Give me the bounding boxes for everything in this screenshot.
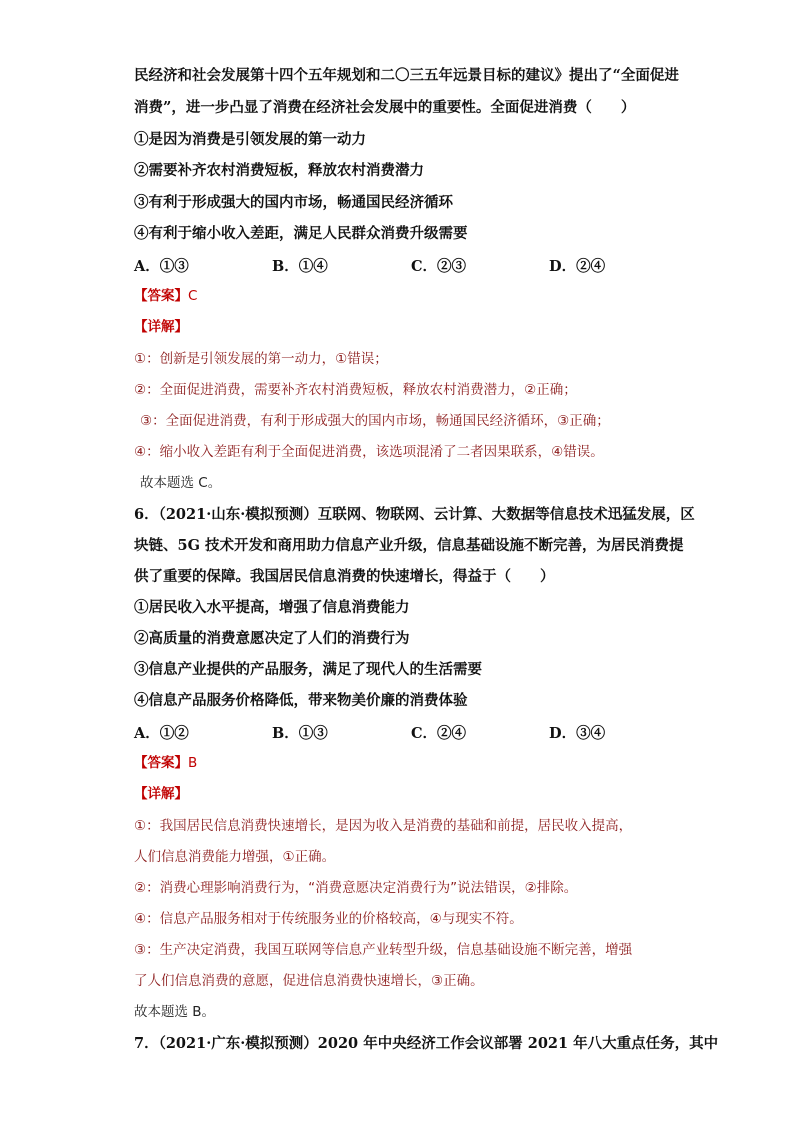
q5-detail-4: ④：缩小收入差距有利于全面促进消费，该选项混淆了二者因果联系，④错误。 <box>134 444 604 460</box>
q5-detail-1: ①：创新是引领发展的第一动力，①错误； <box>134 351 388 367</box>
q5-detail-row <box>134 317 188 337</box>
q5-stem-line-1: 民经济和社会发展第十四个五年规划和二〇三五年远景目标的建议》提出了“全面促进 <box>134 67 679 84</box>
q6-choice-c: C．②④ <box>411 725 467 742</box>
q6-option-1: ①居民收入水平提高，增强了信息消费能力 <box>134 599 410 616</box>
q6-detail-5: ③：生产决定消费，我国互联网等信息产业转型升级，信息基础设施不断完善，增强 <box>134 942 633 958</box>
q6-choice-a: A．①② <box>134 725 189 742</box>
q5-stem-line-2: 消费”，进一步凸显了消费在经济社会发展中的重要性。全面促进消费（ ） <box>134 99 636 116</box>
q6-stem-line-2: 块链、5G 技术开发和商用助力信息产业升级，信息基础设施不断完善，为居民消费提 <box>134 537 684 554</box>
q5-answer-row <box>134 286 197 306</box>
q6-detail-3: ②：消费心理影响消费行为，“消费意愿决定消费行为”说法错误，②排除。 <box>134 880 578 896</box>
q5-choice-b: B．①④ <box>272 258 328 275</box>
q5-choice-a: A．①③ <box>134 258 189 275</box>
q5-conclusion: 故本题选 C。 <box>140 475 222 491</box>
q5-option-1: ①是因为消费是引领发展的第一动力 <box>134 131 366 148</box>
q5-option-4: ④有利于缩小收入差距，满足人民群众消费升级需要 <box>134 225 468 242</box>
q5-choice-c: C．②③ <box>411 258 467 275</box>
q5-option-3: ③有利于形成强大的国内市场，畅通国民经济循环 <box>134 194 453 211</box>
q5-answer-tag: 【答案】 <box>134 288 188 304</box>
q5-answer-value: C <box>188 288 198 304</box>
q6-detail-6: 了人们信息消费的意愿，促进信息消费快速增长，③正确。 <box>134 973 484 989</box>
q5-detail-2: ②：全面促进消费，需要补齐农村消费短板，释放农村消费潜力，②正确； <box>134 382 577 398</box>
q7-stem-line-1: 7．（2021·广东·模拟预测）2020 年中央经济工作会议部署 2021 年八大重点任务，其中 <box>134 1035 719 1052</box>
q6-answer-value: B <box>188 755 198 771</box>
q5-choice-d: D．②④ <box>549 258 606 275</box>
q6-stem-line-1: 6．（2021·山东·模拟预测）互联网、物联网、云计算、大数据等信息技术迅猛发展，区 <box>134 506 695 523</box>
q6-option-2: ②高质量的消费意愿决定了人们的消费行为 <box>134 630 410 647</box>
q6-option-3: ③信息产业提供的产品服务，满足了现代人的生活需要 <box>134 661 482 678</box>
q6-detail-tag: 【详解】 <box>134 786 188 802</box>
q6-detail-2: 人们信息消费能力增强，①正确。 <box>134 849 336 865</box>
q5-option-2: ②需要补齐农村消费短板，释放农村消费潜力 <box>134 162 424 179</box>
q6-answer-tag: 【答案】 <box>134 755 188 771</box>
q6-stem-line-3: 供了重要的保障。我国居民信息消费的快速增长，得益于（ ） <box>134 568 555 585</box>
q6-detail-row <box>134 784 188 804</box>
q6-choice-d: D．③④ <box>549 725 606 742</box>
q6-answer-row <box>134 753 197 773</box>
q6-conclusion: 故本题选 B。 <box>134 1004 216 1020</box>
q6-detail-1: ①：我国居民信息消费快速增长，是因为收入是消费的基础和前提，居民收入提高， <box>134 818 633 834</box>
q5-detail-tag: 【详解】 <box>134 319 188 335</box>
q6-detail-4: ④：信息产品服务相对于传统服务业的价格较高，④与现实不符。 <box>134 911 523 927</box>
q6-choice-b: B．①③ <box>272 725 328 742</box>
q6-option-4: ④信息产品服务价格降低，带来物美价廉的消费体验 <box>134 692 468 709</box>
q5-detail-3: ③：全面促进消费，有利于形成强大的国内市场，畅通国民经济循环，③正确； <box>140 413 610 429</box>
